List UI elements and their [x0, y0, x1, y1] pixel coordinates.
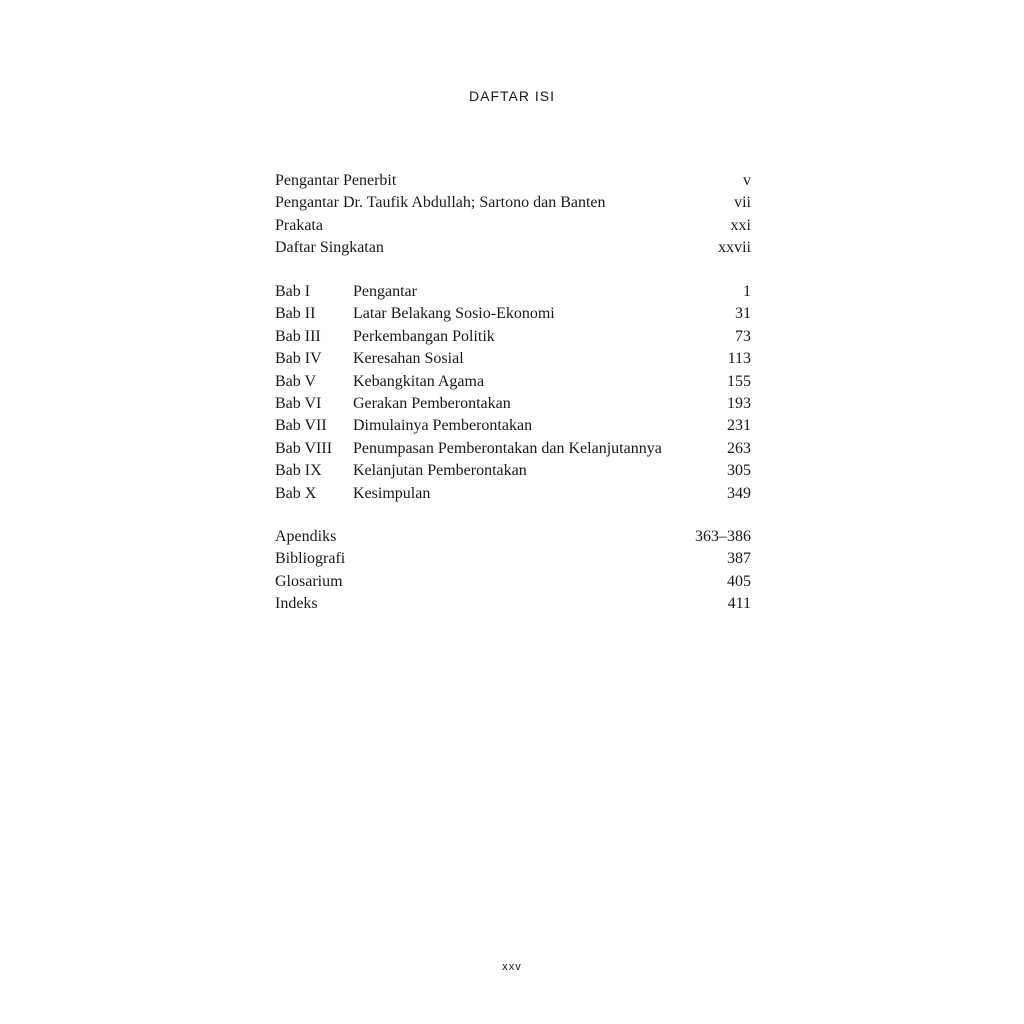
chapter-entry — [275, 348, 751, 370]
toc-entry-page: 411 — [727, 595, 751, 613]
toc-entry-title: Glosarium — [275, 572, 343, 590]
chapter-page: 193 — [727, 394, 751, 412]
chapter-page: 305 — [727, 462, 751, 480]
chapter-entry — [275, 281, 751, 303]
toc-entry-page: xxvii — [718, 239, 751, 257]
chapter-title: Pengantar — [353, 283, 417, 300]
toc-entry-title: Daftar Singkatan — [275, 239, 384, 257]
toc-entry-page: 405 — [727, 572, 751, 590]
toc-entry — [275, 593, 751, 615]
chapter-number: Bab I — [275, 283, 311, 300]
back-matter-list — [275, 526, 751, 616]
chapter-page: 349 — [727, 484, 751, 502]
chapter-page: 231 — [727, 417, 751, 435]
chapter-title: Kelanjutan Pemberontakan — [353, 462, 527, 480]
chapter-title: Penumpasan Pemberontakan dan Kelanjutannya — [353, 439, 662, 457]
chapter-entry — [275, 415, 751, 437]
toc-entry-page: 363–386 — [695, 528, 751, 545]
chapter-entry — [275, 303, 751, 325]
chapter-entry — [275, 326, 751, 348]
toc-entry-title: Pengantar Dr. Taufik Abdullah; Sartono dan Banten — [275, 194, 606, 212]
chapter-number: Bab VII — [275, 417, 327, 435]
page-title: DAFTAR ISI — [469, 88, 555, 104]
toc-entry — [275, 571, 751, 593]
chapter-entry — [275, 438, 751, 460]
chapter-page: 1 — [743, 283, 751, 300]
chapter-number: Bab V — [275, 372, 317, 390]
toc-entry — [275, 192, 751, 214]
toc-entry-page: xxi — [730, 216, 751, 234]
chapter-page: 73 — [735, 327, 751, 345]
toc-entry — [275, 526, 751, 548]
chapter-entry — [275, 483, 751, 505]
chapter-number: Bab II — [275, 305, 316, 323]
toc-entry-title: Prakata — [275, 216, 323, 234]
chapter-title: Perkembangan Politik — [353, 327, 495, 345]
chapter-list — [275, 281, 751, 505]
chapter-page: 113 — [727, 350, 751, 368]
chapter-title: Keresahan Sosial — [353, 350, 464, 368]
chapter-entry — [275, 393, 751, 415]
chapter-entry — [275, 371, 751, 393]
chapter-number: Bab X — [275, 484, 317, 502]
chapter-title: Gerakan Pemberontakan — [353, 394, 511, 412]
toc-entry-page: v — [743, 172, 751, 189]
chapter-number: Bab VIII — [275, 439, 333, 457]
chapter-number: Bab IX — [275, 462, 322, 480]
page-number: xxv — [502, 961, 522, 973]
chapter-page: 155 — [727, 372, 751, 390]
toc-entry-title: Pengantar Penerbit — [275, 172, 397, 189]
chapter-title: Kebangkitan Agama — [353, 372, 485, 390]
chapter-title: Dimulainya Pemberontakan — [353, 417, 533, 435]
chapter-number: Bab III — [275, 327, 321, 345]
chapter-number: Bab IV — [275, 350, 322, 368]
chapter-number: Bab VI — [275, 394, 322, 412]
front-matter-list — [275, 170, 751, 260]
chapter-entry — [275, 460, 751, 482]
toc-entry — [275, 237, 751, 259]
toc-entry-title: Bibliografi — [275, 550, 346, 568]
toc-entry — [275, 548, 751, 570]
toc-entry-page: vii — [734, 194, 751, 212]
toc-entry-title: Indeks — [275, 595, 318, 613]
chapter-title: Latar Belakang Sosio-Ekonomi — [353, 305, 555, 323]
toc-entry-page: 387 — [727, 550, 751, 568]
toc-entry-title: Apendiks — [275, 528, 337, 545]
toc-entry — [275, 170, 751, 192]
chapter-title: Kesimpulan — [353, 484, 431, 502]
chapter-page: 31 — [735, 305, 751, 323]
chapter-page: 263 — [727, 439, 751, 457]
toc-entry — [275, 215, 751, 237]
